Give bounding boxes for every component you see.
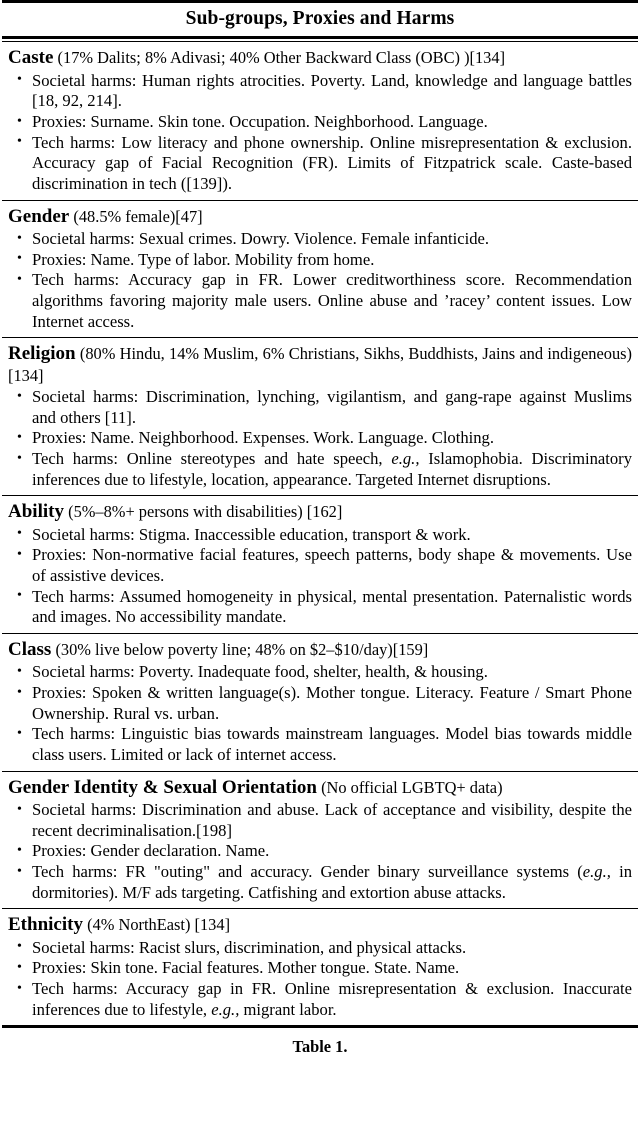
section-group-name: Religion <box>8 343 76 365</box>
section-bullet-list <box>8 387 632 490</box>
table-title: Sub-groups, Proxies and Harms <box>185 8 455 29</box>
list-item: • Societal harms: Racist slurs, discrimination, and physical attacks. <box>8 938 632 959</box>
section-heading <box>8 342 632 386</box>
section-group-stats: (80% Hindu, 14% Muslim, 6% Christians, Sikhs, Buddhists, Jains and indigeneous) [134] <box>8 344 632 385</box>
section-group-name: Caste <box>8 47 54 69</box>
list-item: • Proxies: Name. Type of labor. Mobility from home. <box>8 250 632 271</box>
caption-label: Table 1. <box>292 1037 348 1057</box>
list-item: • Proxies: Non-normative facial features, speech patterns, body shape & movements. Use of assistive devices. <box>8 545 632 586</box>
section-bullet-list <box>8 525 632 628</box>
list-item: • Tech harms: Linguistic bias towards mainstream languages. Model bias towards middle class users. Limited or lack of internet access. <box>8 724 632 765</box>
list-item: • Tech harms: Low literacy and phone ownership. Online misrepresentation & exclusion. Accuracy gap of Facial Recognition (FR). Limits of Fitzpatrick scale. Caste-based discrimination in tech ([139]). <box>8 133 632 195</box>
list-item: • Proxies: Surname. Skin tone. Occupation. Neighborhood. Language. <box>8 112 632 133</box>
list-item: • Tech harms: Assumed homogeneity in physical, mental presentation. Paternalistic words and images. No accessibility mandate. <box>8 587 632 628</box>
section-heading <box>8 776 632 799</box>
list-item: • Societal harms: Sexual crimes. Dowry. Violence. Female infanticide. <box>8 229 632 250</box>
section-group-name: Gender <box>8 205 70 227</box>
section-group-stats: (No official LGBTQ+ data) <box>321 777 503 797</box>
table-caption <box>0 1028 640 1058</box>
section-group-name: Gender Identity & Sexual Orientation <box>8 776 317 798</box>
list-item: • Tech harms: Online stereotypes and hate speech, e.g., Islamophobia. Discriminatory inferences due to lifestyle, location, appearance. Targeted Internet disruptions. <box>8 449 632 490</box>
list-item: • Tech harms: Accuracy gap in FR. Lower creditworthiness score. Recommendation algorithms favoring majority male users. Online abuse and ’racey’ content issues. Low Internet access. <box>8 270 632 332</box>
section-group-name: Ethnicity <box>8 914 83 936</box>
list-item: • Societal harms: Discrimination and abuse. Lack of acceptance and visibility, despite the recent decriminalisation.[198] <box>8 800 632 841</box>
table-section <box>0 42 640 199</box>
list-item: • Proxies: Skin tone. Facial features. Mother tongue. State. Name. <box>8 958 632 979</box>
list-item: • Tech harms: Accuracy gap in FR. Online misrepresentation & exclusion. Inaccurate inferences due to lifestyle, e.g., migrant labor. <box>8 979 632 1020</box>
section-heading <box>8 500 632 523</box>
table-section <box>0 909 640 1025</box>
table-section <box>0 772 640 909</box>
section-heading <box>8 638 632 661</box>
list-item: • Societal harms: Discrimination, lynching, vigilantism, and gang-rape against Muslims and others [11]. <box>8 387 632 428</box>
list-item: • Societal harms: Human rights atrocities. Poverty. Land, knowledge and language battles [18, 92, 214]. <box>8 71 632 112</box>
table-section <box>0 634 640 771</box>
list-item: • Proxies: Spoken & written language(s). Mother tongue. Literacy. Feature / Smart Phone Ownership. Rural vs. urban. <box>8 683 632 724</box>
section-group-stats: (4% NorthEast) [134] <box>87 915 231 935</box>
list-item: • Proxies: Name. Neighborhood. Expenses. Work. Language. Clothing. <box>8 428 632 449</box>
list-item: • Tech harms: FR "outing" and accuracy. Gender binary surveillance systems (e.g., in dormitories). M/F ads targeting. Catfishing and extortion abuse attacks. <box>8 862 632 903</box>
section-heading <box>8 46 632 69</box>
table-section <box>0 496 640 633</box>
list-item: • Societal harms: Poverty. Inadequate food, shelter, health, & housing. <box>8 662 632 683</box>
list-item: • Proxies: Gender declaration. Name. <box>8 841 632 862</box>
list-item: • Societal harms: Stigma. Inaccessible education, transport & work. <box>8 525 632 546</box>
section-group-stats: (48.5% female)[47] <box>73 206 203 226</box>
section-group-stats: (30% live below poverty line; 48% on $2–$10/day)[159] <box>55 640 429 660</box>
section-group-stats: (17% Dalits; 8% Adivasi; 40% Other Backward Class (OBC) )[134] <box>57 48 506 68</box>
section-group-name: Ability <box>8 501 64 523</box>
table-section <box>0 201 640 338</box>
section-heading <box>8 913 632 936</box>
section-heading <box>8 205 632 228</box>
section-bullet-list <box>8 800 632 903</box>
table-sections <box>0 42 640 1025</box>
section-bullet-list <box>8 229 632 332</box>
section-group-name: Class <box>8 639 52 661</box>
section-bullet-list <box>8 938 632 1021</box>
section-group-stats: (5%–8%+ persons with disabilities) [162] <box>68 502 343 522</box>
section-bullet-list <box>8 71 632 195</box>
table-section <box>0 338 640 495</box>
section-bullet-list <box>8 662 632 765</box>
